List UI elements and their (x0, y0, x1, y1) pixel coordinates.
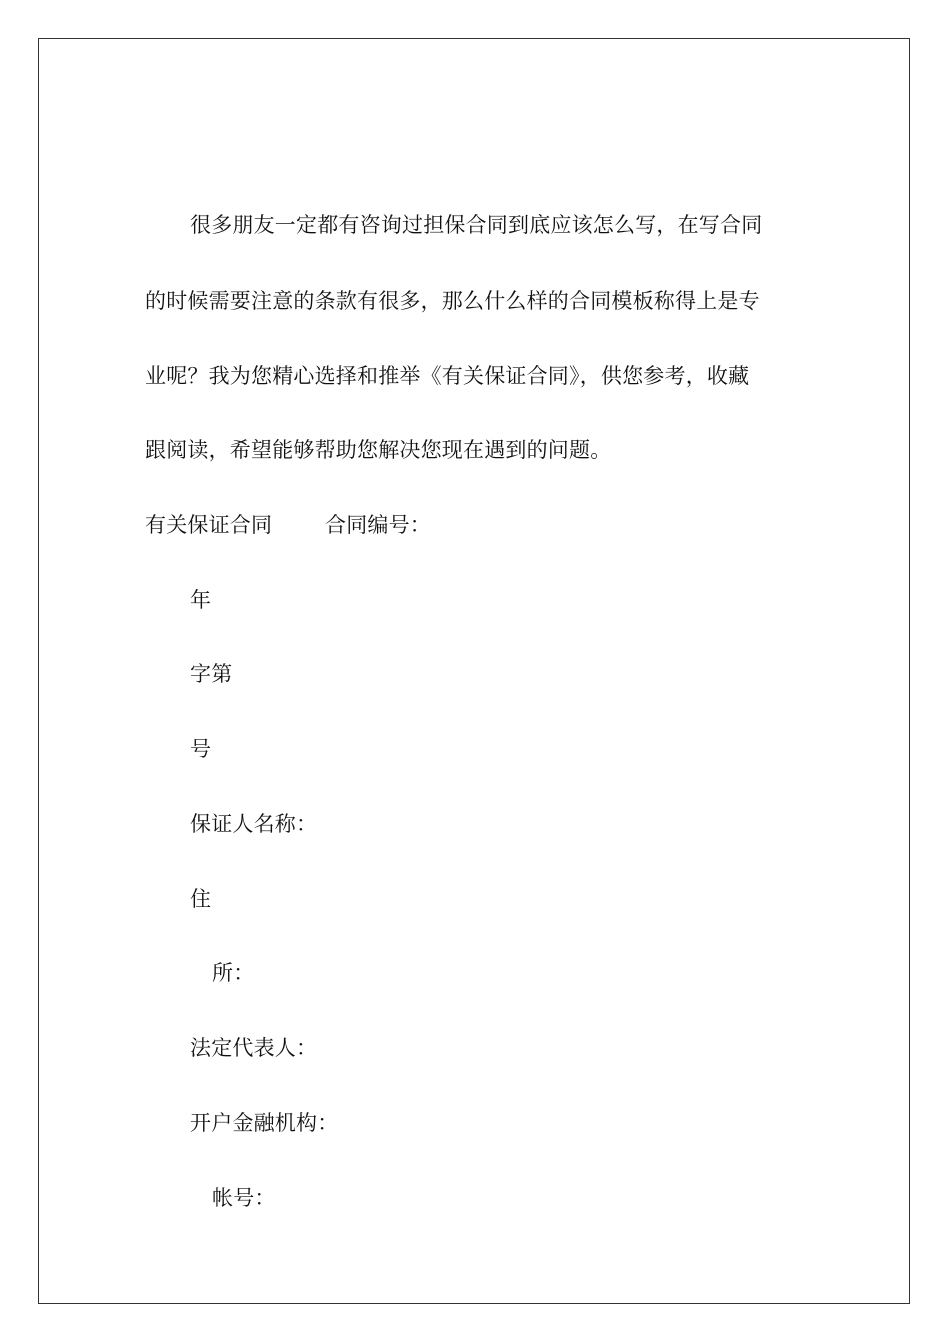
account-label: 帐号： (212, 1186, 276, 1210)
bank-label: 开户金融机构： (190, 1111, 339, 1135)
zi-di-label: 字第 (190, 662, 233, 686)
address-label-part-1: 住 (190, 887, 212, 911)
intro-line-1: 很多朋友一定都有咨询过担保合同到底应该怎么写，在写合同 (190, 213, 763, 237)
address-label-part-2: 所： (212, 961, 255, 985)
year-label: 年 (190, 588, 212, 612)
contract-title: 有关保证合同 (145, 513, 273, 537)
intro-line-2: 的时候需要注意的条款有很多，那么什么样的合同模板称得上是专 (145, 289, 760, 313)
intro-line-4: 跟阅读，希望能够帮助您解决您现在遇到的问题。 (145, 438, 612, 462)
guarantor-name-label: 保证人名称： (190, 812, 318, 836)
legal-representative-label: 法定代表人： (190, 1036, 318, 1060)
contract-number-label: 合同编号： (325, 513, 431, 537)
intro-line-3: 业呢？我为您精心选择和推举《有关保证合同》，供您参考，收藏 (145, 364, 750, 388)
hao-label: 号 (190, 737, 212, 761)
